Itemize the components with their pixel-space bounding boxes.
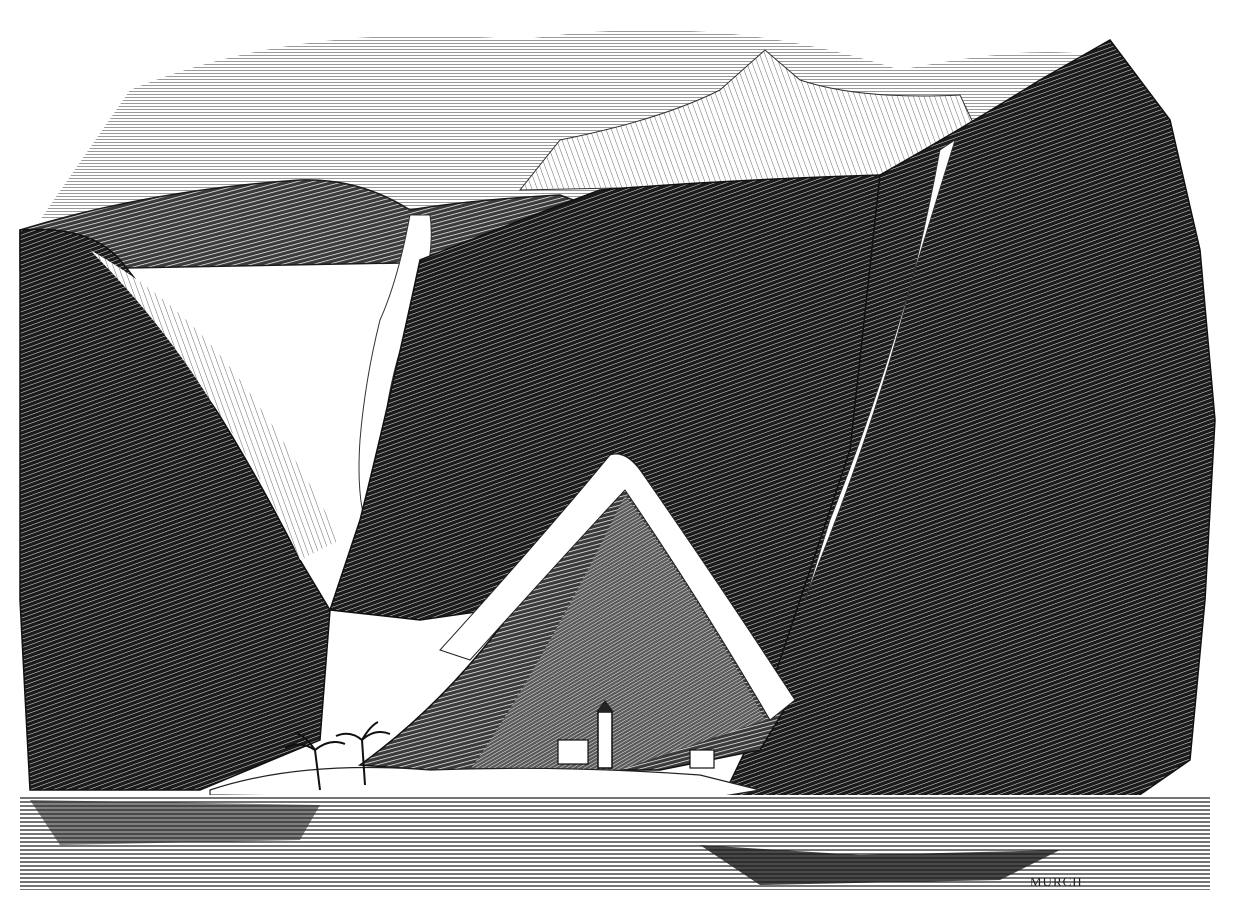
- building: [690, 750, 714, 768]
- left-reflection: [30, 800, 320, 845]
- engraver-signature: MURCH: [1030, 874, 1083, 889]
- lighthouse-tower: [598, 712, 612, 768]
- building: [558, 740, 588, 764]
